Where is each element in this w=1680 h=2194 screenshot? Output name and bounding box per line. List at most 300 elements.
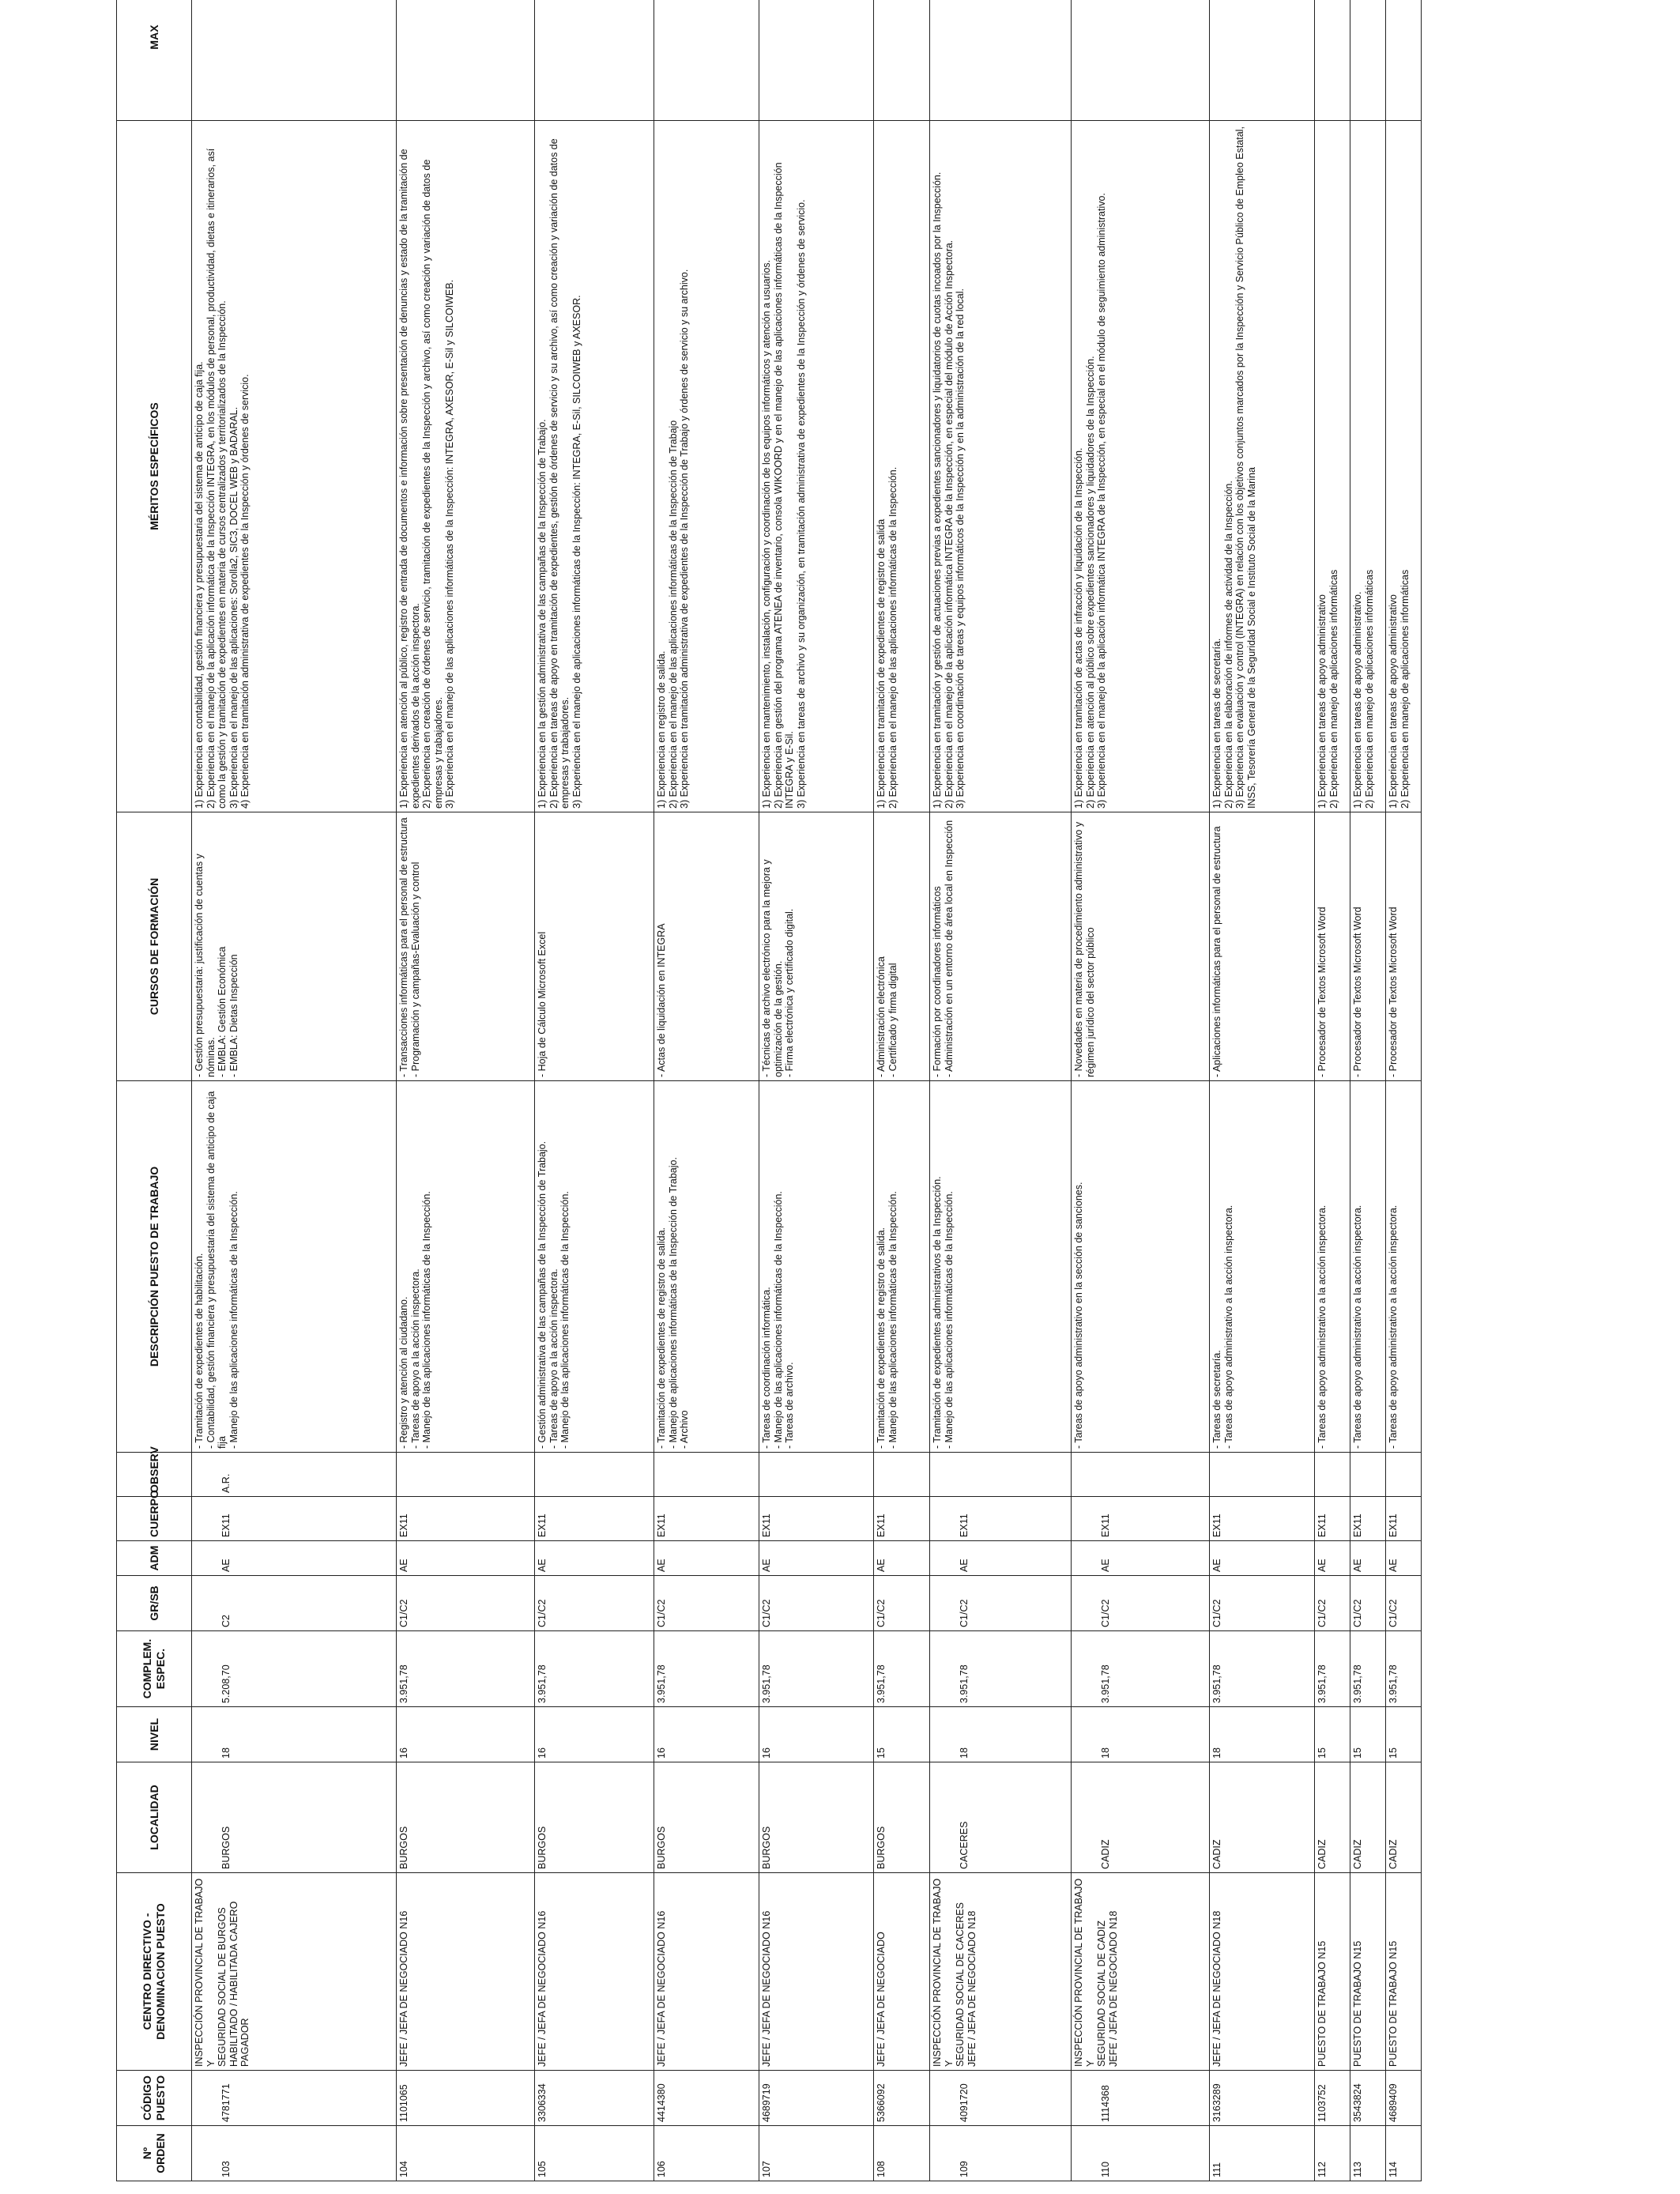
table-row (397, 0, 535, 2181)
centro-line: INSPECCIÓN PROVINCIAL DE TRABAJO Y (194, 1878, 217, 2067)
centro-line: PUESTO DE TRABAJO N15 (1317, 1940, 1328, 2067)
cell-observ (535, 1453, 654, 1497)
cell-max (1210, 0, 1315, 121)
cell-cuerpo: EX11 (874, 1497, 930, 1541)
max-line (421, 0, 433, 117)
cell-localidad: BURGOS (397, 1762, 535, 1873)
max-line (1223, 0, 1235, 117)
centro-line: SEGURIDAD SOCIAL DE BURGOS (217, 1907, 228, 2067)
descripcion-line: - Manejo de las aplicaciones informáticas de la Inspección. (559, 1191, 571, 1449)
cell-descripcion (1072, 1081, 1210, 1453)
max-line (537, 0, 548, 117)
cell-descripcion (1350, 1081, 1386, 1453)
col-header-descripcion: DESCRIPCIÓN PUESTO DE TRABAJO (117, 1081, 192, 1453)
cell-observ (759, 1453, 874, 1497)
cell-centro (874, 1873, 930, 2071)
cell-adm: AE (874, 1541, 930, 1576)
meritos-line: 2) Experiencia en manejo de aplicaciones informáticas (1399, 569, 1411, 809)
cell-descripcion (654, 1081, 759, 1453)
meritos-line: 2) Experiencia en el manejo de la aplicación informática INTEGRA de la Inspección, en especial del módulo de Acción Inspectora. (943, 239, 955, 809)
cell-localidad: CADIZ (1315, 1762, 1350, 1873)
cell-centro (1315, 1873, 1350, 2071)
table-body (192, 0, 1422, 2181)
cell-complem: 3.951,78 (1315, 1631, 1350, 1707)
meritos-line: 1) Experiencia en mantenimiento, instalación, configuración y coordinación de los equipos informáticos y atención a usuarios. (761, 259, 772, 809)
cell-observ (1386, 1453, 1422, 1497)
cell-centro (930, 1873, 1072, 2071)
cell-cuerpo: EX11 (192, 1497, 397, 1541)
cell-grsb: C1/C2 (1350, 1576, 1386, 1631)
cell-nivel: 15 (1386, 1707, 1422, 1762)
cursos-line: - Procesador de Textos Microsoft Word (1388, 907, 1399, 1077)
cell-complem: 3.951,78 (535, 1631, 654, 1707)
cursos-line: - Certificado y firma digital (887, 963, 898, 1077)
cell-observ (1350, 1453, 1386, 1497)
descripcion-line: - Tareas de apoyo administrativo a la acción inspectora. (1352, 1204, 1363, 1449)
cell-localidad: CADIZ (1072, 1762, 1210, 1873)
meritos-line: 1) Experiencia en tareas de apoyo administrativo (1317, 594, 1328, 809)
meritos-line: 3) Experiencia en el manejo de aplicaciones informáticas de la Inspección: INTEGRA, E-Sil, SILCOIWEB y AXESOR. (571, 295, 582, 809)
cell-descripcion (930, 1081, 1072, 1453)
cell-orden: 112 (1315, 2126, 1350, 2181)
meritos-line: 2) Experiencia en manejo de aplicaciones informáticas (1363, 569, 1375, 809)
cell-centro (535, 1873, 654, 2071)
meritos-line: 1) Experiencia en tramitación de expedientes de registro de salida (876, 518, 887, 809)
descripcion-line: - Tareas de apoyo a la acción inspectora. (548, 1269, 559, 1449)
cell-max (874, 0, 930, 121)
cell-cuerpo: EX11 (930, 1497, 1072, 1541)
cell-max (192, 0, 397, 121)
centro-line: SEGURIDAD SOCIAL DE CACERES (955, 1902, 966, 2067)
cell-cursos (1210, 812, 1315, 1081)
cursos-line: - Firma electrónica y certificado digital. (784, 908, 795, 1077)
max-line (410, 0, 422, 117)
meritos-line: 1) Experiencia en tareas de apoyo administrativo (1388, 594, 1399, 809)
cell-localidad: CADIZ (1350, 1762, 1386, 1873)
cell-centro (1210, 1873, 1315, 2071)
cell-grsb: C1/C2 (1210, 1576, 1315, 1631)
cell-nivel: 16 (397, 1707, 535, 1762)
max-line (668, 0, 680, 117)
meritos-line: 2) Experiencia en el manejo de las aplicaciones informáticas de la Inspección. (887, 466, 898, 809)
max-line (1085, 0, 1097, 117)
cell-descripcion (1210, 1081, 1315, 1453)
centro-line: PUESTO DE TRABAJO N15 (1388, 1940, 1399, 2067)
descripcion-line: - Tareas de apoyo a la acción inspectora. (409, 1269, 421, 1449)
max-line (228, 0, 240, 117)
cell-complem: 3.951,78 (1386, 1631, 1422, 1707)
max-line (1211, 0, 1223, 117)
cell-orden: 103 (192, 2126, 397, 2181)
cell-meritos (192, 121, 397, 812)
cell-centro (1072, 1873, 1210, 2071)
cell-complem: 3.951,78 (397, 1631, 535, 1707)
cell-cursos (192, 812, 397, 1081)
cell-cuerpo: EX11 (759, 1497, 874, 1541)
cell-codigo: 3163289 (1210, 2071, 1315, 2126)
cell-localidad: CADIZ (1386, 1762, 1422, 1873)
meritos-line: 2) Experiencia en el manejo de la aplicación informática de la Inspección INTEGRA, en los módulos de personal, productividad, dietas e itinerarios, así como la gestión y tramitación de expedientes en materia de cursos centralizados y territorializados de la Inspección. (205, 148, 228, 809)
descripcion-line: - Manejo de las aplicaciones informáticas de la Inspección. (887, 1191, 898, 1449)
cell-complem: 3.951,78 (1350, 1631, 1386, 1707)
cell-complem: 5.208,70 (192, 1631, 397, 1707)
cell-descripcion (874, 1081, 930, 1453)
cursos-line: - EMBLA: Gestión Económica (217, 946, 228, 1077)
table-row (874, 0, 930, 2181)
table-row (759, 0, 874, 2181)
cursos-line: - Transacciones informáticas para el personal de estructura (398, 817, 409, 1077)
max-line (944, 0, 955, 117)
centro-line: JEFE / JEFA DE NEGOCIADO N16 (537, 1910, 548, 2067)
meritos-line: 3) Experiencia en el manejo de las aplicaciones: Sorolla2, SIC3, DOCEL WEB y BADARAL. (228, 406, 239, 809)
cell-cuerpo: EX11 (654, 1497, 759, 1541)
max-line (955, 0, 966, 117)
table-row (192, 0, 397, 2181)
cell-descripcion (397, 1081, 535, 1453)
meritos-line: 3) Experiencia en el manejo de la aplicación informática INTEGRA de la Inspección, en especial en el módulo de seguimiento administrativo. (1096, 193, 1107, 809)
cell-cuerpo: EX11 (535, 1497, 654, 1541)
max-line (784, 0, 796, 117)
cell-grsb: C1/C2 (1386, 1576, 1422, 1631)
cell-localidad: CACERES (930, 1762, 1072, 1873)
cell-cuerpo: EX11 (1315, 1497, 1350, 1541)
cursos-line: - Formación por coordinadores informáticos (932, 886, 943, 1077)
cell-complem: 3.951,78 (1072, 1631, 1210, 1707)
cell-localidad: BURGOS (535, 1762, 654, 1873)
cell-complem: 3.951,78 (654, 1631, 759, 1707)
meritos-line: 2) Experiencia en gestión del programa ATENEA de inventario, consola WIKOORD y en el manejo de las aplicaciones informáticas de la Inspección INTEGRA y E-Sil. (772, 162, 795, 809)
cursos-line: - EMBLA: Dietas Inspección (228, 954, 239, 1077)
centro-line: HABILITADO / HABILITADA CAJERO PAGADOR (228, 1901, 250, 2067)
cell-adm: AE (654, 1541, 759, 1576)
col-header-orden: Nº ORDEN (117, 2126, 192, 2181)
cursos-line: - Procesador de Textos Microsoft Word (1352, 907, 1363, 1077)
descripcion-line: - Archivo (679, 1410, 690, 1449)
cell-centro (192, 1873, 397, 2071)
cell-orden: 105 (535, 2126, 654, 2181)
cell-meritos (930, 121, 1072, 812)
descripcion-line: - Tramitación de expedientes de registro de salida. (876, 1227, 887, 1449)
max-line (398, 0, 410, 117)
cell-codigo: 3306334 (535, 2071, 654, 2126)
cell-cursos (874, 812, 930, 1081)
max-line (761, 0, 773, 117)
cell-localidad: BURGOS (759, 1762, 874, 1873)
cell-codigo: 1103752 (1315, 2071, 1350, 2126)
cell-codigo: 1101065 (397, 2071, 535, 2126)
cell-meritos (759, 121, 874, 812)
descripcion-line: - Manejo de aplicaciones informáticas de la Inspección de Trabajo. (667, 1157, 679, 1449)
cell-grsb: C1/C2 (1072, 1576, 1210, 1631)
descripcion-line: - Tareas de apoyo administrativo en la sección de sanciones. (1073, 1182, 1084, 1449)
cell-cuerpo: EX11 (397, 1497, 535, 1541)
cell-codigo: 4091720 (930, 2071, 1072, 2126)
cell-orden: 114 (1386, 2126, 1422, 2181)
cell-orden: 108 (874, 2126, 930, 2181)
max-line (548, 0, 560, 117)
cell-max (1350, 0, 1386, 121)
centro-line: JEFE / JEFA DE NEGOCIADO N18 (1107, 1910, 1119, 2067)
cell-adm: AE (397, 1541, 535, 1576)
cell-cuerpo: EX11 (1350, 1497, 1386, 1541)
cell-codigo: 4414380 (654, 2071, 759, 2126)
cell-grsb: C1/C2 (930, 1576, 1072, 1631)
cell-adm: AE (1072, 1541, 1210, 1576)
col-header-observ: OBSERV (117, 1453, 192, 1497)
col-header-adm: ADM (117, 1541, 192, 1576)
descripcion-line: - Registro y atención al ciudadano. (398, 1296, 409, 1449)
col-header-cuerpo: CUERPO (117, 1497, 192, 1541)
cell-nivel: 15 (1350, 1707, 1386, 1762)
meritos-line: 1) Experiencia en tareas de apoyo administrativo. (1352, 591, 1363, 809)
max-line (1234, 0, 1246, 117)
cell-cursos (1350, 812, 1386, 1081)
cell-max (1386, 0, 1422, 121)
meritos-line: 1) Experiencia en atención al público, registro de entrada de documentos e información sobre presentación de denuncias y estado de la tramitación de expedientes derivados de la acción inspectora. (398, 149, 421, 809)
max-line (1096, 0, 1108, 117)
cell-observ (1210, 1453, 1315, 1497)
cell-descripcion (759, 1081, 874, 1453)
cell-grsb: C1/C2 (874, 1576, 930, 1631)
descripcion-line: - Manejo de las aplicaciones informáticas de la Inspección. (421, 1191, 432, 1449)
cell-max (654, 0, 759, 121)
max-line (194, 0, 205, 117)
col-header-localidad: LOCALIDAD (117, 1762, 192, 1873)
col-header-codigo: CÓDIGO PUESTO (117, 2071, 192, 2126)
max-line (1317, 0, 1328, 117)
table-row (1210, 0, 1315, 2181)
cell-meritos (535, 121, 654, 812)
cell-meritos (1072, 121, 1210, 812)
cell-codigo: 1114368 (1072, 2071, 1210, 2126)
centro-line: JEFE / JEFA DE NEGOCIADO N16 (761, 1910, 772, 2067)
meritos-line: 1) Experiencia en tramitación y gestión de actuaciones previas a expedientes sancionadores y liquidatorios de cuotas incoados por la Inspección. (932, 172, 943, 809)
max-line (876, 0, 887, 117)
descripcion-line: - Tareas de secretaría. (1211, 1350, 1222, 1449)
table-row (654, 0, 759, 2181)
cursos-line: - Procesador de Textos Microsoft Word (1317, 907, 1328, 1077)
cursos-line: - Hoja de Cálculo Microsoft Excel (537, 931, 548, 1077)
col-header-max: MAX (117, 0, 192, 121)
meritos-line: 4) Experiencia en tramitación administrativa de expedientes de la Inspección y órdenes de servicio. (239, 374, 250, 809)
max-line (1073, 0, 1085, 117)
cell-meritos (1210, 121, 1315, 812)
cell-codigo: 4689719 (759, 2071, 874, 2126)
cursos-line: - Gestión presupuestaria: justificación de cuentas y nóminas. (194, 854, 217, 1077)
cell-orden: 107 (759, 2126, 874, 2181)
cell-centro (397, 1873, 535, 2071)
cell-codigo: 5366092 (874, 2071, 930, 2126)
centro-line: JEFE / JEFA DE NEGOCIADO N16 (398, 1910, 409, 2067)
cell-grsb: C2 (192, 1576, 397, 1631)
col-header-grsb: GR/SB (117, 1576, 192, 1631)
max-line (1399, 0, 1411, 117)
descripcion-line: - Tramitación de expedientes de habilitación. (194, 1253, 205, 1449)
meritos-line: 3) Experiencia en evaluación y control (INTEGRA) en relación con los objetivos conjuntos marcados por la Inspección y Servicio Público de Empleo Estatal, INSS, Tesorería General de la Seguridad Social e Instituto Social de la Marina (1234, 126, 1257, 809)
cell-localidad: BURGOS (192, 1762, 397, 1873)
descripcion-line: - Tareas de apoyo administrativo a la acción inspectora. (1317, 1204, 1328, 1449)
cell-cuerpo: EX11 (1072, 1497, 1210, 1541)
cell-grsb: C1/C2 (1315, 1576, 1350, 1631)
cell-orden: 110 (1072, 2126, 1210, 2181)
meritos-line: 1) Experiencia en tareas de secretaría. (1211, 638, 1222, 809)
cell-nivel: 16 (759, 1707, 874, 1762)
cell-max (930, 0, 1072, 121)
table-row (1072, 0, 1210, 2181)
cursos-line: - Técnicas de archivo electrónico para la mejora y optimización de la gestión. (761, 859, 784, 1077)
max-line (656, 0, 668, 117)
meritos-line: 3) Experiencia en coordinación de tareas y equipos informáticos de la Inspección y en la administración de la red local. (955, 288, 966, 809)
cell-observ (397, 1453, 535, 1497)
cell-grsb: C1/C2 (535, 1576, 654, 1631)
meritos-line: 1) Experiencia en tramitación de actas de infracción y liquidación de la Inspección. (1073, 447, 1084, 809)
cell-centro (759, 1873, 874, 2071)
cell-observ (1315, 1453, 1350, 1497)
meritos-line: 2) Experiencia en atención al público sobre expedientes sancionadores y liquidadores de la Inspección. (1084, 356, 1096, 809)
max-line (679, 0, 691, 117)
cursos-line: - Administración en un entorno de área local en Inspección (943, 820, 955, 1077)
cursos-line: - Administración electrónica (876, 956, 887, 1077)
max-line (1364, 0, 1376, 117)
cell-centro (1350, 1873, 1386, 2071)
meritos-line: 3) Experiencia en el manejo de las aplicaciones informáticas de la Inspección: INTEGRA, AXESOR, E-Sil y SILCOIWEB. (444, 279, 455, 809)
cell-nivel: 18 (930, 1707, 1072, 1762)
descripcion-line: - Tareas de apoyo administrativo a la acción inspectora. (1222, 1204, 1234, 1449)
rotated-page (116, 9, 1420, 2181)
centro-line: INSPECCIÓN PROVINCIAL DE TRABAJO Y (1073, 1878, 1096, 2067)
cell-adm: AE (535, 1541, 654, 1576)
cell-codigo: 4689409 (1386, 2071, 1422, 2126)
cell-adm: AE (1350, 1541, 1386, 1576)
cell-adm: AE (1315, 1541, 1350, 1576)
cell-max (397, 0, 535, 121)
max-line (217, 0, 228, 117)
cell-cursos (654, 812, 759, 1081)
col-header-nivel: NIVEL (117, 1707, 192, 1762)
meritos-line: 1) Experiencia en contabilidad, gestión financiera y presupuestaria del sistema de anticipo de caja fija. (194, 361, 205, 809)
cell-grsb: C1/C2 (759, 1576, 874, 1631)
cell-localidad: BURGOS (654, 1762, 759, 1873)
max-line (205, 0, 217, 117)
cell-orden: 104 (397, 2126, 535, 2181)
cursos-line: - Novedades en materia de procedimiento administrativo y régimen jurídico del sector público (1073, 821, 1096, 1077)
cell-meritos (397, 121, 535, 812)
cell-cursos (1315, 812, 1350, 1081)
cell-cursos (1072, 812, 1210, 1081)
cell-complem: 3.951,78 (874, 1631, 930, 1707)
centro-line: INSPECCIÓN PROVINCIAL DE TRABAJO Y (932, 1878, 955, 2067)
cell-codigo: 3543824 (1350, 2071, 1386, 2126)
header-row (117, 0, 192, 2181)
cell-centro (1386, 1873, 1422, 2071)
meritos-line: 2) Experiencia en manejo de aplicaciones informáticas (1328, 569, 1339, 809)
cell-cuerpo: EX11 (1386, 1497, 1422, 1541)
cell-cursos (1386, 812, 1422, 1081)
centro-line: JEFE / JEFA DE NEGOCIADO (876, 1932, 887, 2067)
max-line (1352, 0, 1364, 117)
cell-cursos (930, 812, 1072, 1081)
cell-max (535, 0, 654, 121)
descripcion-line: - Manejo de las aplicaciones informáticas de la Inspección. (943, 1191, 955, 1449)
max-line (559, 0, 571, 117)
table-row (1315, 0, 1350, 2181)
col-header-centro: CENTRO DIRECTIVO - DENOMINACION PUESTO (117, 1873, 192, 2071)
meritos-line: 1) Experiencia en la gestión administrativa de las campañas de la Inspección de Trabajo. (537, 419, 548, 809)
cell-adm: AE (759, 1541, 874, 1576)
cell-observ (654, 1453, 759, 1497)
cell-nivel: 15 (1315, 1707, 1350, 1762)
centro-line: SEGURIDAD SOCIAL DE CADIZ (1096, 1921, 1107, 2067)
cell-orden: 113 (1350, 2126, 1386, 2181)
descripcion-line: - Gestión administrativa de las campañas de la Inspección de Trabajo. (537, 1140, 548, 1449)
table-row (535, 0, 654, 2181)
table-row (1386, 0, 1422, 2181)
max-line (1388, 0, 1399, 117)
meritos-line: 1) Experiencia en registro de salida. (656, 650, 667, 809)
centro-line: PUESTO DE TRABAJO N15 (1352, 1940, 1363, 2067)
cursos-line: - Programación y campañas-Evaluación y control (409, 861, 421, 1077)
positions-table (116, 0, 1422, 2181)
cell-cuerpo: EX11 (1210, 1497, 1315, 1541)
cell-observ: A.R. (192, 1453, 397, 1497)
cell-max (1072, 0, 1210, 121)
cell-adm: AE (192, 1541, 397, 1576)
cursos-line: - Aplicaciones informáticas para el personal de estructura (1211, 826, 1222, 1077)
cell-grsb: C1/C2 (397, 1576, 535, 1631)
cell-cursos (535, 812, 654, 1081)
descripcion-line: - Tareas de apoyo administrativo a la acción inspectora. (1388, 1204, 1399, 1449)
cell-orden: 109 (930, 2126, 1072, 2181)
cell-nivel: 16 (535, 1707, 654, 1762)
meritos-line: 2) Experiencia en la elaboración de informes de actividad de la Inspección. (1222, 481, 1234, 809)
meritos-line: 3) Experiencia en tramitación administrativa de expedientes de la Inspección de Trabajo y órdenes de servicio y su archivo. (679, 269, 690, 809)
centro-line: JEFE / JEFA DE NEGOCIADO N18 (966, 1910, 977, 2067)
cell-max (1315, 0, 1350, 121)
descripcion-line: - Manejo de las aplicaciones informáticas de la Inspección. (228, 1191, 239, 1449)
cell-complem: 3.951,78 (1210, 1631, 1315, 1707)
cell-descripcion (1315, 1081, 1350, 1453)
meritos-line: 2) Experiencia en creación de órdenes de servicio, tramitación de expedientes de la Inspección y archivo, así como creación y variación de datos de empresas y trabajadores. (421, 159, 444, 809)
cell-descripcion (535, 1081, 654, 1453)
descripcion-line: - Contabilidad, gestión financiera y presupuestaria del sistema de anticipo de caja fija (205, 1091, 228, 1449)
cell-adm: AE (930, 1541, 1072, 1576)
cell-adm: AE (1386, 1541, 1422, 1576)
cell-meritos (874, 121, 930, 812)
cell-nivel: 18 (1072, 1707, 1210, 1762)
max-line (932, 0, 944, 117)
descripcion-line: - Tramitación de expedientes administrativos de la Inspección. (932, 1176, 943, 1449)
max-line (1328, 0, 1340, 117)
cell-descripcion (192, 1081, 397, 1453)
cell-localidad: CADIZ (1210, 1762, 1315, 1873)
cell-complem: 3.951,78 (930, 1631, 1072, 1707)
meritos-line: 3) Experiencia en tareas de archivo y su organización, en tramitación administrativa de expedientes de la Inspección y órdenes de servicio. (795, 199, 807, 809)
col-header-cursos: CURSOS DE FORMACIÓN (117, 812, 192, 1081)
cell-observ (930, 1453, 1072, 1497)
table-row (930, 0, 1072, 2181)
cell-meritos (1350, 121, 1386, 812)
cell-nivel: 18 (192, 1707, 397, 1762)
centro-line: JEFE / JEFA DE NEGOCIADO N18 (1211, 1910, 1222, 2067)
descripcion-line: - Tramitación de expedientes de registro de salida. (656, 1227, 667, 1449)
cell-adm: AE (1210, 1541, 1315, 1576)
col-header-complem: COMPLEM. ESPEC. (117, 1631, 192, 1707)
max-line (773, 0, 785, 117)
cell-observ (874, 1453, 930, 1497)
cell-descripcion (1386, 1081, 1422, 1453)
cell-centro (654, 1873, 759, 2071)
col-header-meritos: MÉRITOS ESPECÍFICOS (117, 121, 192, 812)
